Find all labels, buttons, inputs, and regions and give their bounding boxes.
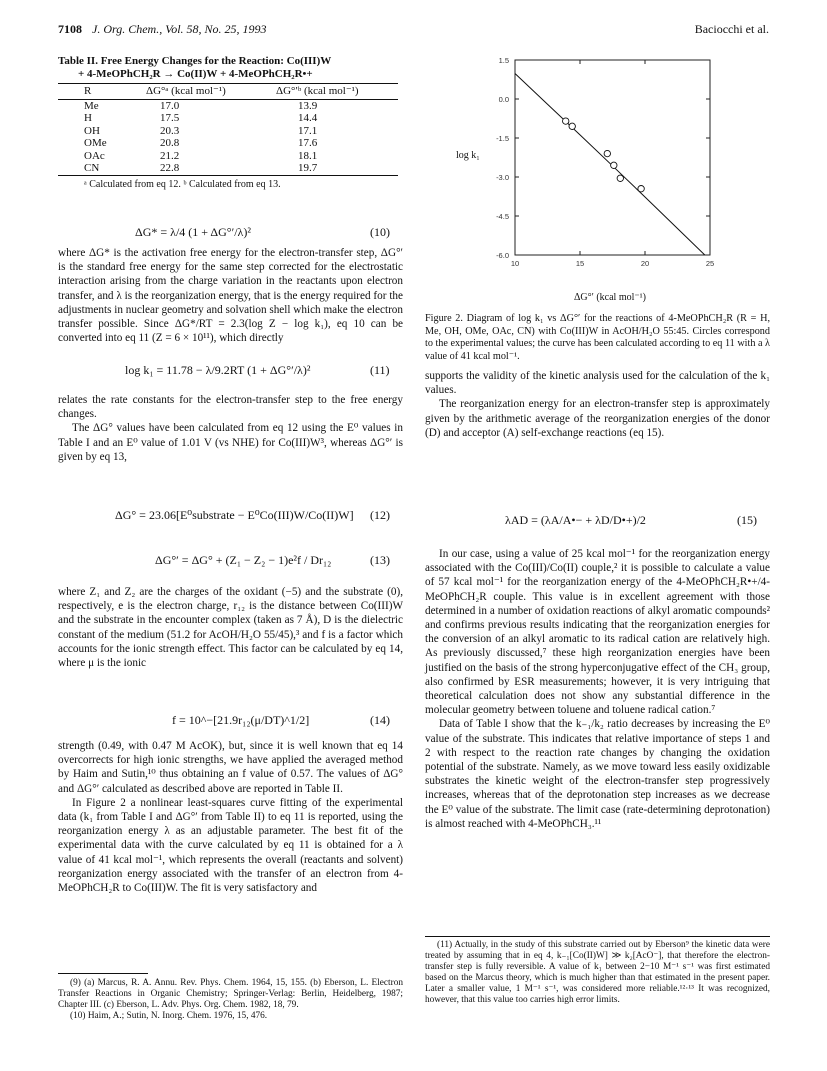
cell-dg: 17.5 (160, 112, 180, 124)
data-point (604, 150, 610, 156)
x-tick-label: 15 (575, 259, 585, 268)
cell-r: OH (84, 124, 100, 137)
cell-r: H (84, 112, 92, 124)
equation-14: f = 10^−[21.9r₁₂(μ/DT)^1/2] (172, 713, 310, 727)
cell-dgp: 17.1 (298, 124, 318, 137)
table-body (58, 83, 398, 176)
y-tick-label: -4.5 (496, 212, 509, 221)
running-authors: Baciocchi et al. (694, 22, 769, 36)
paragraph: supports the validity of the kinetic analysis used for the calculation of the k₁ values. (425, 370, 770, 397)
right-text-block-1 (425, 369, 770, 440)
table-header-dg: ΔG°ᵃ (kcal mol⁻¹) (146, 84, 276, 100)
cell-r: CN (58, 162, 146, 175)
fit-curve-line (515, 74, 705, 256)
footnote-rule-right (425, 936, 770, 937)
cell-dg: 20.8 (160, 137, 180, 149)
equation-10: ΔG* = λ/4 (1 + ΔG°′/λ)² (135, 225, 251, 239)
y-tick-label: 1.5 (498, 56, 509, 65)
cell-dgp: 13.9 (298, 99, 318, 112)
cell-dg: 22.8 (146, 162, 276, 175)
y-tick-label: -1.5 (496, 134, 509, 143)
footnotes-right (425, 940, 770, 1006)
figure-caption: Figure 2. Diagram of log k₁ vs ΔG°′ for the reactions of 4-MeOPhCH₂R (R = H, Me, OH, OMe, OAc, CN) with Co(III)W in AcOH/H₂O 55:45. Circles correspond to the experimental values; the curve has been calculated according to eq 11 with a λ value of 41 kcal mol⁻¹. (425, 313, 770, 362)
paragraph: relates the rate constants for the electron-transfer step to the free energy changes. (58, 394, 403, 421)
equation-11: log k₁ = 11.78 − λ/9.2RT (1 + ΔG°′/λ)² (125, 363, 311, 377)
cell-r: OMe (84, 137, 107, 149)
table-header-dgp: ΔG°′ᵇ (kcal mol⁻¹) (276, 84, 398, 100)
cell-dg: 20.3 (160, 124, 180, 137)
cell-dgp: 14.4 (298, 112, 318, 124)
data-point (569, 123, 575, 129)
plot-frame (515, 60, 710, 255)
table-title-line2: + 4-MeOPhCH₂R → Co(II)W + 4-MeOPhCH₂R•+ (78, 68, 313, 80)
data-point (638, 186, 644, 192)
table-footnote: ᵃ Calculated from eq 12. ᵇ Calculated from eq 13. (84, 178, 281, 190)
table-row (58, 150, 398, 163)
x-tick-label: 10 (510, 259, 520, 268)
equation-12-number: (12) (370, 508, 390, 522)
page-number: 7108 (58, 22, 82, 36)
left-text-block-3 (58, 585, 403, 670)
table-row (58, 99, 398, 112)
y-tick-label: -6.0 (496, 251, 509, 260)
equation-10-number: (10) (370, 225, 390, 239)
cell-dgp: 18.1 (298, 149, 318, 162)
paragraph: Data of Table I show that the k₋₁/k₂ ratio decreases by increasing the E⁰ value of the substrate. This indicates that relative importance of steps 1 and 2 with respect to the reaction rate changes by changing the oxidation potential of the substrate. Namely, as we move toward less easily oxidizable substrates the kinetic weight of the electron-transfer step progressively increases, whereas that of the deprotonation step increases as we decrease the E⁰ value of the substrate. The limit case (rate-determining deprotonation) is almost reached with 4-MeOPhCH₃.¹¹ (425, 718, 770, 830)
paragraph: where ΔG* is the activation free energy for the electron-transfer step, ΔG°′ is the standard free energy for the same step corrected for the electrostatic interaction arising from the charge variation in the reactants upon electron transfer, and λ is the reorganization energy, that is the energy required for the adjustments in nuclear geometry and solvation shell which make the electron transfer possible. Since ΔG*/RT = 2.3(log Z − log k₁), eq 10 can be converted into eq 11 (Z = 6 × 10¹¹), which directly (58, 247, 403, 345)
cell-dgp: 19.7 (276, 162, 398, 175)
table-header-r: R (58, 84, 146, 100)
equation-14-number: (14) (370, 713, 390, 727)
x-axis-label: ΔG°′ (kcal mol⁻¹) (574, 292, 646, 303)
paragraph: strength (0.49, with 0.47 M AcOK), but, since it is well known that eq 14 overcorrects for high ionic strengths, we have applied the averaged method by Haim and Sutin,¹⁰ thus obtaining an f value of 0.57. The values of ΔG° and ΔG°′ calculated as described above are reported in Table II. (58, 740, 403, 795)
y-axis-label: log k₁ (456, 150, 480, 161)
data-point (563, 118, 569, 124)
y-tick-label: -3.0 (496, 173, 509, 182)
footnote-10: (10) Haim, A.; Sutin, N. Inorg. Chem. 1976, 15, 476. (70, 1011, 268, 1021)
paragraph: In our case, using a value of 25 kcal mol⁻¹ for the reorganization energy associated with the Co(III)/Co(II) couple,² it is possible to calculate a value of 57 kcal mol⁻¹ for the reorganization energy of the 4-MeOPhCH₂R•+/4-MeOPhCH₂R couple. This value is in excellent agreement with those determined in a number of oxidation reactions of alkyl aromatic compounds² and confirms previous results indicating that the reorganization energies for the conversion of an alkyl aromatic to its radical cation are relatively high. As previously discussed,⁷ these high reorganization energies have been justified on the basis of the strong hyperconjugative effect of the CH₃ group, also confirmed by ESR measurements; however, it is very intriguing that theoretical calculation does not show any substantial difference in the molecular geometry between toluene and toluene radical cation.⁷ (425, 548, 770, 717)
left-text-block-1 (58, 246, 403, 345)
data-point (611, 162, 617, 168)
journal-citation: J. Org. Chem., Vol. 58, No. 25, 1993 (92, 22, 267, 36)
figure-2-chart (430, 50, 770, 305)
cell-dg: 21.2 (160, 149, 180, 162)
equation-12: ΔG° = 23.06[E⁰substrate − E⁰Co(III)W/Co(II)W] (115, 508, 354, 522)
left-text-block-4 (58, 739, 403, 895)
cell-dgp: 17.6 (298, 137, 318, 149)
cell-r: OAc (84, 149, 105, 162)
paragraph: where Z₁ and Z₂ are the charges of the oxidant (−5) and the substrate (0), respectively, e is the electron charge, r₁₂ is the distance between Co(III)W and the substrate in the encounter complex (taken as 7 Å), D is the dielectric constant of the medium (51.2 for AcOH/H₂O 55/45),³ and f is a factor which accounts for the ionic strength effect. This factor can be calculated by eq 14, where μ is the ionic (58, 586, 403, 670)
table-row (58, 162, 398, 175)
equation-13: ΔG°′ = ΔG° + (Z₁ − Z₂ − 1)e²f / Dr₁₂ (155, 553, 332, 567)
equation-15: λAD = (λA/A•− + λD/D•+)/2 (505, 513, 646, 527)
x-tick-label: 20 (640, 259, 650, 268)
footnote-11: (11) Actually, in the study of this substrate carried out by Eberson⁹ the kinetic data were treated by assuming that in eq 4, k₋₁[Co(II)W] ≫ k₂[AcO⁻], that therefore the electron-transfer step is fully reversible. A value of k₁ between 2−10 M⁻¹ s⁻¹ was first estimated based on the Marcus theory, which is much higher than that estimated in the present paper. Later a smaller value, 1 M⁻¹ s⁻¹, was considered more reliable.¹²·¹³ It was recognized, however, that this value too carries high error limits. (425, 940, 770, 1005)
table-row (58, 112, 398, 125)
table-row (58, 137, 398, 150)
footnote-rule (58, 973, 148, 974)
cell-r: Me (84, 99, 99, 112)
y-tick-label: 0.0 (498, 95, 509, 104)
equation-11-number: (11) (370, 363, 390, 377)
paragraph: The ΔG° values have been calculated from eq 12 using the E⁰ values in Table I and an E⁰ value of 1.01 V (vs NHE) for Co(III)W³, whereas ΔG°′ is given by eq 13, (58, 422, 403, 463)
equation-13-number: (13) (370, 553, 390, 567)
right-text-block-2 (425, 547, 770, 831)
paragraph: The reorganization energy for an electron-transfer step is approximately given by the arithmetic average of the reorganization energies of the donor (D) and acceptor (A) self-exchange reactions (eq 15). (425, 398, 770, 439)
data-point (617, 175, 623, 181)
equation-15-number: (15) (737, 513, 757, 527)
table-ii (58, 55, 403, 190)
table-title-line1: Table II. Free Energy Changes for the Reaction: Co(III)W (58, 55, 332, 67)
table-row (58, 125, 398, 138)
left-text-block-2 (58, 393, 403, 464)
x-tick-label: 25 (705, 259, 715, 268)
footnote-9: (9) (a) Marcus, R. A. Annu. Rev. Phys. Chem. 1964, 15, 155. (b) Eberson, L. Electron Transfer Reactions in Organic Chemistry; Springer-Verlag: Berlin, Heidelberg, 1987; Chapter III. (c) Eberson, L. Adv. Phys. Org. Chem. 1982, 18, 79. (58, 978, 403, 1010)
footnotes-left (58, 978, 403, 1022)
paragraph: In Figure 2 a nonlinear least-squares curve fitting of the experimental data (k₁ from Table I and ΔG°′ from Table II) to eq 11 is reported, using the reorganization energy λ as an adjustable parameter. The best fit of the experimental data with the curve calculated by eq 11 is obtained for a λ value of 41 kcal mol⁻¹, which represents the overall (reactants and solvent) reorganization energy associated with the transfer of an electron from 4-MeOPhCH₂R to Co(III)W. The fit is very satisfactory and (58, 796, 403, 895)
cell-dg: 17.0 (160, 99, 180, 112)
